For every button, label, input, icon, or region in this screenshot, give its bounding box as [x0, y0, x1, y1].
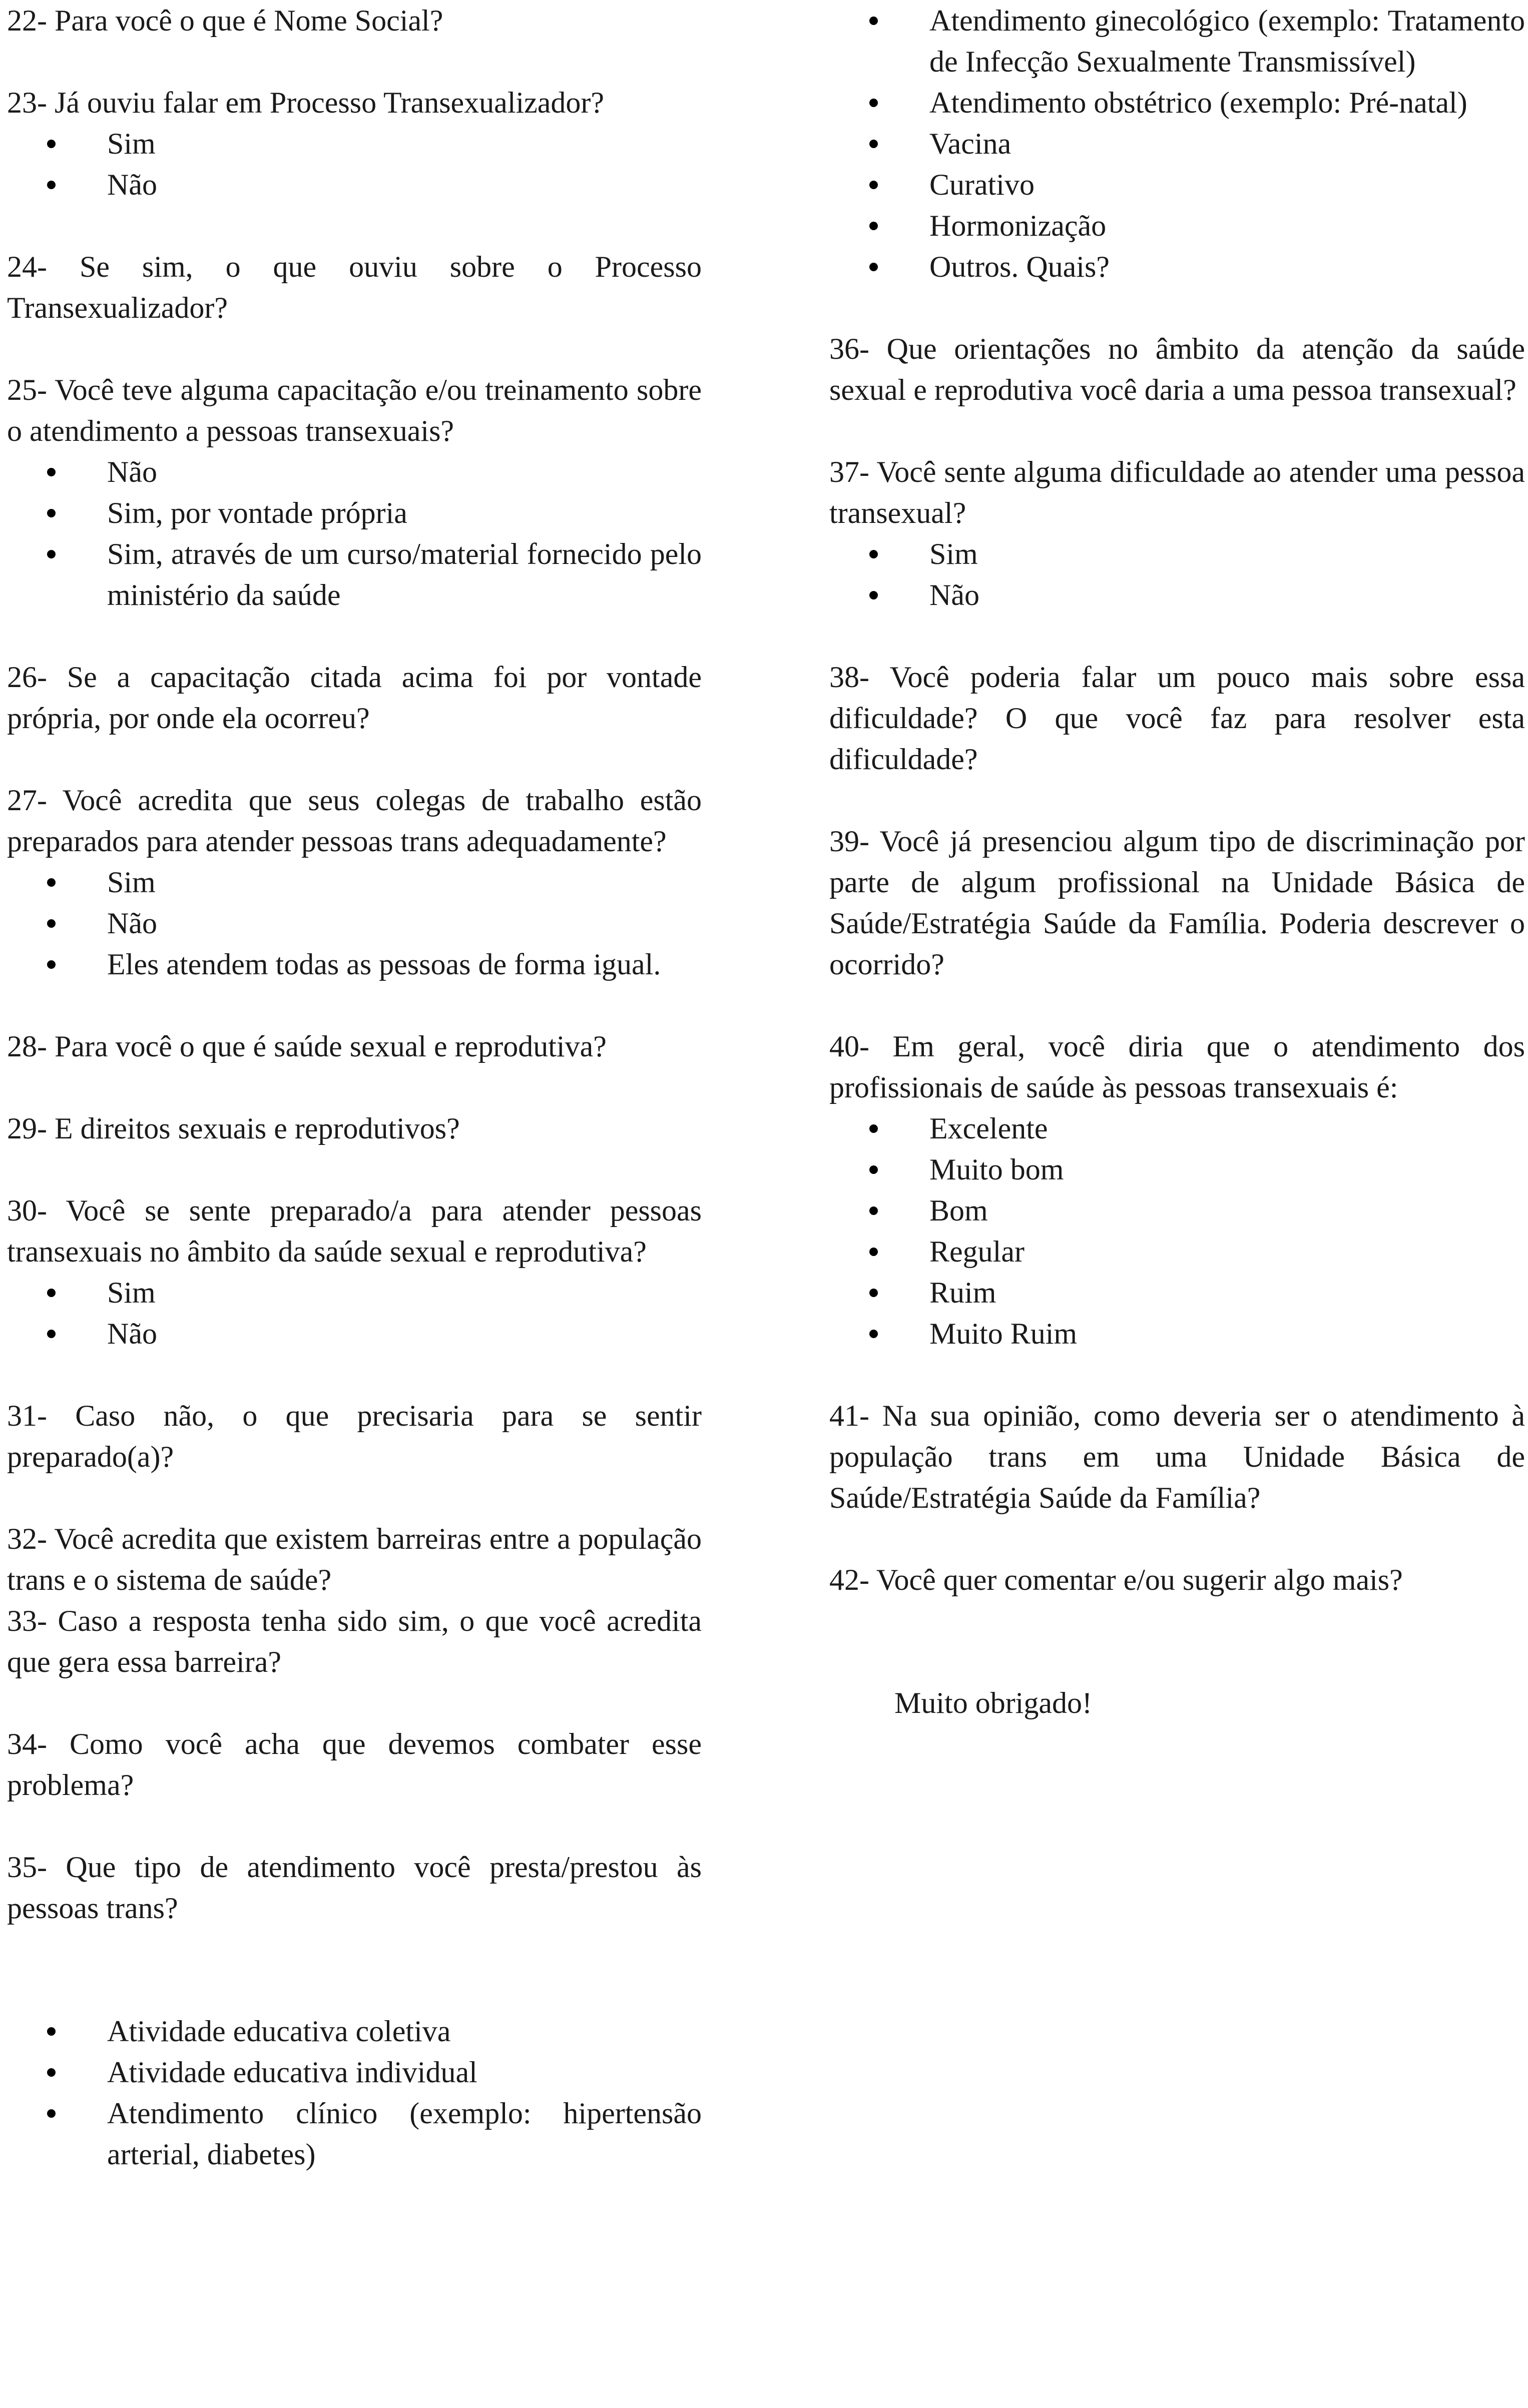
option-item[interactable]: Curativo [829, 164, 1525, 205]
option-item[interactable]: Bom [829, 1190, 1525, 1231]
option-item[interactable]: Sim [7, 123, 702, 164]
question-37: 37- Você sente alguma dificuldade ao atender uma pessoa transexual? [829, 455, 1525, 529]
option-item[interactable]: Não [7, 451, 702, 492]
question-23: 23- Já ouviu falar em Processo Transexualizador? [7, 86, 605, 119]
option-item[interactable]: Não [829, 574, 1525, 616]
option-item[interactable]: Sim, por vontade própria [7, 492, 702, 533]
right-column [829, 0, 1525, 1723]
option-item[interactable]: Não [7, 1313, 702, 1354]
question-40-options [829, 1108, 1525, 1354]
thank-you-note: Muito obrigado! [894, 1686, 1092, 1719]
question-35-options [7, 2011, 702, 2175]
question-28: 28- Para você o que é saúde sexual e reprodutiva? [7, 1030, 607, 1063]
question-24: 24- Se sim, o que ouviu sobre o Processo Transexualizador? [7, 250, 702, 324]
option-item[interactable]: Ruim [829, 1272, 1525, 1313]
option-item[interactable]: Atendimento obstétrico (exemplo: Pré-natal) [829, 82, 1525, 123]
question-40: 40- Em geral, você diria que o atendimento dos profissionais de saúde às pessoas transexuais é: [829, 1030, 1525, 1104]
question-39: 39- Você já presenciou algum tipo de discriminação por parte de algum profissional na Unidade Básica de Saúde/Estratégia Saúde da Família. Poderia descrever o ocorrido? [829, 825, 1525, 981]
option-item[interactable]: Muito bom [829, 1149, 1525, 1190]
option-item[interactable]: Sim, através de um curso/material fornecido pelo ministério da saúde [7, 533, 702, 616]
option-item[interactable]: Atendimento ginecológico (exemplo: Tratamento de Infecção Sexualmente Transmissível) [829, 0, 1525, 82]
question-30: 30- Você se sente preparado/a para atender pessoas transexuais no âmbito da saúde sexual e reprodutiva? [7, 1194, 702, 1268]
option-item[interactable]: Não [7, 903, 702, 944]
option-item[interactable]: Atividade educativa coletiva [7, 2011, 702, 2052]
question-36: 36- Que orientações no âmbito da atenção da saúde sexual e reprodutiva você daria a uma pessoa transexual? [829, 332, 1525, 406]
question-32: 32- Você acredita que existem barreiras entre a população trans e o sistema de saúde? [7, 1522, 702, 1596]
question-38: 38- Você poderia falar um pouco mais sobre essa dificuldade? O que você faz para resolver esta dificuldade? [829, 661, 1525, 776]
option-item[interactable]: Sim [7, 862, 702, 903]
question-33: 33- Caso a resposta tenha sido sim, o que você acredita que gera essa barreira? [7, 1604, 702, 1678]
option-item[interactable]: Sim [829, 533, 1525, 574]
question-29: 29- E direitos sexuais e reprodutivos? [7, 1112, 460, 1145]
question-25: 25- Você teve alguma capacitação e/ou treinamento sobre o atendimento a pessoas transexuais? [7, 373, 702, 447]
option-item[interactable]: Não [7, 164, 702, 205]
question-27-options [7, 862, 702, 985]
question-25-options [7, 451, 702, 616]
option-item[interactable]: Eles atendem todas as pessoas de forma igual. [7, 944, 702, 985]
question-42: 42- Você quer comentar e/ou sugerir algo mais? [829, 1563, 1403, 1596]
option-item[interactable]: Muito Ruim [829, 1313, 1525, 1354]
left-column [7, 0, 702, 2175]
question-34: 34- Como você acha que devemos combater esse problema? [7, 1727, 702, 1801]
option-item[interactable]: Atendimento clínico (exemplo: hipertensão arterial, diabetes) [7, 2093, 702, 2175]
question-37-options [829, 533, 1525, 616]
option-item[interactable]: Atividade educativa individual [7, 2052, 702, 2093]
question-41: 41- Na sua opinião, como deveria ser o atendimento à população trans em uma Unidade Básica de Saúde/Estratégia Saúde da Família? [829, 1399, 1525, 1514]
question-22: 22- Para você o que é Nome Social? [7, 4, 443, 37]
question-27: 27- Você acredita que seus colegas de trabalho estão preparados para atender pessoas trans adequadamente? [7, 784, 702, 858]
option-item[interactable]: Sim [7, 1272, 702, 1313]
question-30-options [7, 1272, 702, 1354]
option-item[interactable]: Regular [829, 1231, 1525, 1272]
question-26: 26- Se a capacitação citada acima foi por vontade própria, por onde ela ocorreu? [7, 661, 702, 735]
option-item[interactable]: Hormonização [829, 205, 1525, 246]
option-item[interactable]: Vacina [829, 123, 1525, 164]
question-31: 31- Caso não, o que precisaria para se sentir preparado(a)? [7, 1399, 702, 1473]
option-item[interactable]: Outros. Quais? [829, 246, 1525, 287]
question-35: 35- Que tipo de atendimento você presta/prestou às pessoas trans? [7, 1851, 702, 1925]
option-item[interactable]: Excelente [829, 1108, 1525, 1149]
question-35-options-continued [829, 0, 1525, 287]
question-23-options [7, 123, 702, 205]
